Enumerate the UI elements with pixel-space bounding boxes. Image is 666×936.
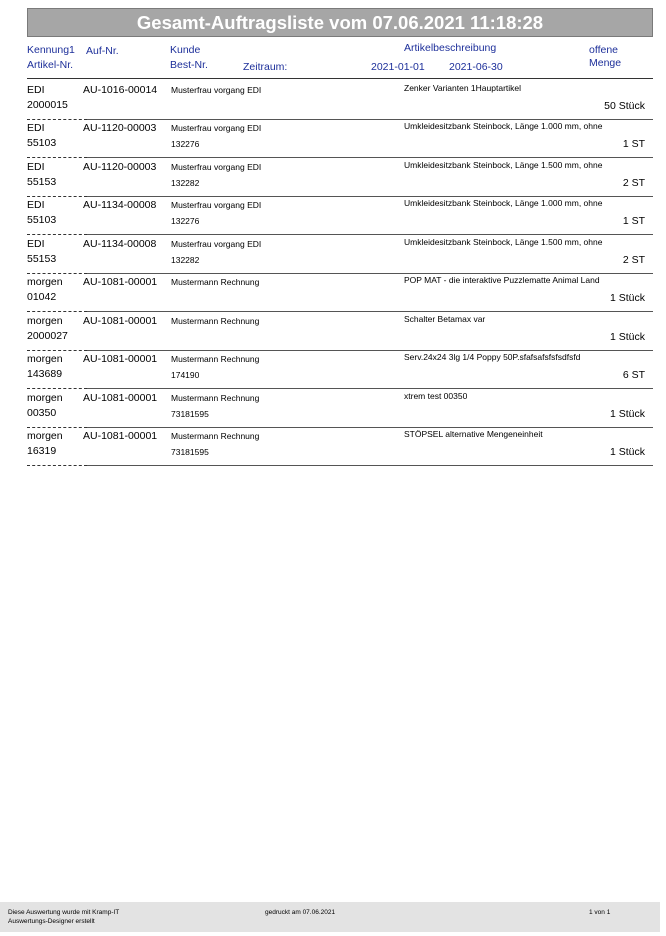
kennung-cell: morgen bbox=[27, 353, 63, 365]
header-bestnr: Best-Nr. bbox=[170, 59, 208, 71]
table-row bbox=[27, 197, 653, 235]
description-cell: Zenker Varianten 1Hauptartikel bbox=[404, 83, 522, 93]
auftrag-cell: AU-1081-00001 bbox=[83, 353, 158, 365]
description-cell: POP MAT - die interaktive Puzzlematte Animal Land bbox=[404, 275, 600, 285]
artikelnr-cell: 55103 bbox=[27, 137, 57, 149]
footer-printed-date: gedruckt am 07.06.2021 bbox=[265, 909, 336, 916]
table-row bbox=[27, 236, 653, 274]
description-cell: Umkleidesitzbank Steinbock, Länge 1.500 mm, ohne bbox=[404, 237, 603, 247]
artikelnr-cell: 55153 bbox=[27, 253, 57, 265]
report-title: Gesamt-Auftragsliste vom 07.06.2021 11:18:28 bbox=[27, 8, 653, 37]
kennung-cell: EDI bbox=[27, 238, 45, 250]
footer-credit-line2: Auswertungs-Designer erstellt bbox=[8, 918, 95, 925]
description-cell: Umkleidesitzbank Steinbock, Länge 1.500 mm, ohne bbox=[404, 160, 603, 170]
table-row bbox=[27, 274, 653, 312]
row-divider bbox=[87, 157, 653, 158]
header-date-from: 2021-01-01 bbox=[371, 61, 425, 73]
page-footer bbox=[0, 902, 660, 932]
auftrag-cell: AU-1120-00003 bbox=[83, 122, 157, 134]
kennung-cell: EDI bbox=[27, 199, 45, 211]
kennung-cell: morgen bbox=[27, 315, 63, 327]
header-kennung: Kennung1 bbox=[27, 44, 75, 56]
auftrag-cell: AU-1081-00001 bbox=[83, 392, 158, 404]
auftrag-cell: AU-1134-00008 bbox=[83, 238, 157, 250]
auftrag-cell: AU-1081-00001 bbox=[83, 276, 158, 288]
description-cell: Umkleidesitzbank Steinbock, Länge 1.000 mm, ohne bbox=[404, 121, 603, 131]
menge-cell: 50 Stück bbox=[604, 100, 645, 112]
kunde-cell: Mustermann Rechnung bbox=[171, 393, 260, 403]
kunde-cell: Mustermann Rechnung bbox=[171, 431, 260, 441]
kunde-cell: Musterfrau vorgang EDI bbox=[171, 239, 262, 249]
footer-page-number: 1 von 1 bbox=[589, 909, 611, 916]
menge-cell: 1 Stück bbox=[609, 446, 645, 458]
row-dash-divider bbox=[27, 157, 87, 158]
table-row bbox=[27, 428, 653, 466]
bestnr-cell: 132282 bbox=[171, 255, 200, 265]
header-beschreibung: Artikelbeschreibung bbox=[404, 42, 497, 54]
kunde-cell: Mustermann Rechnung bbox=[171, 316, 260, 326]
table-row bbox=[27, 159, 653, 197]
kunde-cell: Mustermann Rechnung bbox=[171, 277, 260, 287]
auftrag-cell: AU-1120-00003 bbox=[83, 161, 157, 173]
kunde-cell: Musterfrau vorgang EDI bbox=[171, 162, 262, 172]
menge-cell: 1 ST bbox=[622, 138, 645, 150]
kennung-cell: EDI bbox=[27, 84, 45, 96]
auftrag-cell: AU-1081-00001 bbox=[83, 430, 158, 442]
table-row bbox=[27, 82, 653, 120]
bestnr-cell: 73181595 bbox=[171, 409, 209, 419]
menge-cell: 2 ST bbox=[622, 177, 645, 189]
artikelnr-cell: 2000015 bbox=[27, 99, 68, 111]
header-zeitraum: Zeitraum: bbox=[243, 61, 288, 73]
kennung-cell: EDI bbox=[27, 161, 45, 173]
menge-cell: 2 ST bbox=[622, 254, 645, 266]
footer-credit-line1: Diese Auswertung wurde mit Kramp-IT bbox=[8, 909, 120, 916]
description-cell: Schalter Betamax var bbox=[404, 314, 486, 324]
artikelnr-cell: 00350 bbox=[27, 407, 57, 419]
kunde-cell: Musterfrau vorgang EDI bbox=[171, 85, 262, 95]
artikelnr-cell: 16319 bbox=[27, 445, 57, 457]
artikelnr-cell: 55153 bbox=[27, 176, 57, 188]
artikelnr-cell: 2000027 bbox=[27, 330, 68, 342]
artikelnr-cell: 55103 bbox=[27, 214, 57, 226]
header-menge: Menge bbox=[589, 57, 622, 69]
header-auftrag: Auf-Nr. bbox=[86, 45, 119, 57]
artikelnr-cell: 01042 bbox=[27, 291, 57, 303]
kennung-cell: morgen bbox=[27, 392, 63, 404]
row-dash-divider bbox=[27, 234, 87, 235]
bestnr-cell: 132276 bbox=[171, 216, 200, 226]
bestnr-cell: 132282 bbox=[171, 178, 200, 188]
auftrag-cell: AU-1016-00014 bbox=[83, 84, 158, 96]
kennung-cell: morgen bbox=[27, 430, 63, 442]
table-row bbox=[27, 120, 653, 158]
row-divider bbox=[87, 388, 653, 389]
menge-cell: 1 Stück bbox=[609, 408, 645, 420]
header-divider bbox=[27, 78, 653, 79]
bestnr-cell: 73181595 bbox=[171, 447, 209, 457]
header-date-to: 2021-06-30 bbox=[449, 61, 503, 73]
description-cell: Umkleidesitzbank Steinbock, Länge 1.000 mm, ohne bbox=[404, 198, 603, 208]
kunde-cell: Musterfrau vorgang EDI bbox=[171, 200, 262, 210]
auftrag-cell: AU-1134-00008 bbox=[83, 199, 157, 211]
row-divider bbox=[87, 311, 653, 312]
auftrag-cell: AU-1081-00001 bbox=[83, 315, 158, 327]
table-row bbox=[27, 390, 653, 428]
artikelnr-cell: 143689 bbox=[27, 368, 63, 380]
description-cell: xtrem test 00350 bbox=[404, 391, 468, 401]
row-divider bbox=[87, 465, 653, 466]
kennung-cell: morgen bbox=[27, 276, 63, 288]
row-divider bbox=[87, 234, 653, 235]
menge-cell: 1 Stück bbox=[609, 331, 645, 343]
header-offene: offene bbox=[589, 44, 619, 56]
bestnr-cell: 174190 bbox=[171, 370, 200, 380]
kunde-cell: Mustermann Rechnung bbox=[171, 354, 260, 364]
description-cell: Serv.24x24 3lg 1/4 Poppy 50P.sfafsafsfsfsdfsfd bbox=[404, 352, 581, 362]
kennung-cell: EDI bbox=[27, 122, 45, 134]
menge-cell: 1 Stück bbox=[609, 292, 645, 304]
table-row bbox=[27, 313, 653, 351]
menge-cell: 1 ST bbox=[622, 215, 645, 227]
header-artikelnr: Artikel-Nr. bbox=[27, 59, 74, 71]
bestnr-cell: 132276 bbox=[171, 139, 200, 149]
row-dash-divider bbox=[27, 465, 87, 466]
header-kunde: Kunde bbox=[170, 44, 201, 56]
kunde-cell: Musterfrau vorgang EDI bbox=[171, 123, 262, 133]
row-dash-divider bbox=[27, 311, 87, 312]
menge-cell: 6 ST bbox=[622, 369, 645, 381]
table-row bbox=[27, 351, 653, 389]
row-dash-divider bbox=[27, 388, 87, 389]
description-cell: STÖPSEL alternative Mengeneinheit bbox=[404, 429, 543, 439]
